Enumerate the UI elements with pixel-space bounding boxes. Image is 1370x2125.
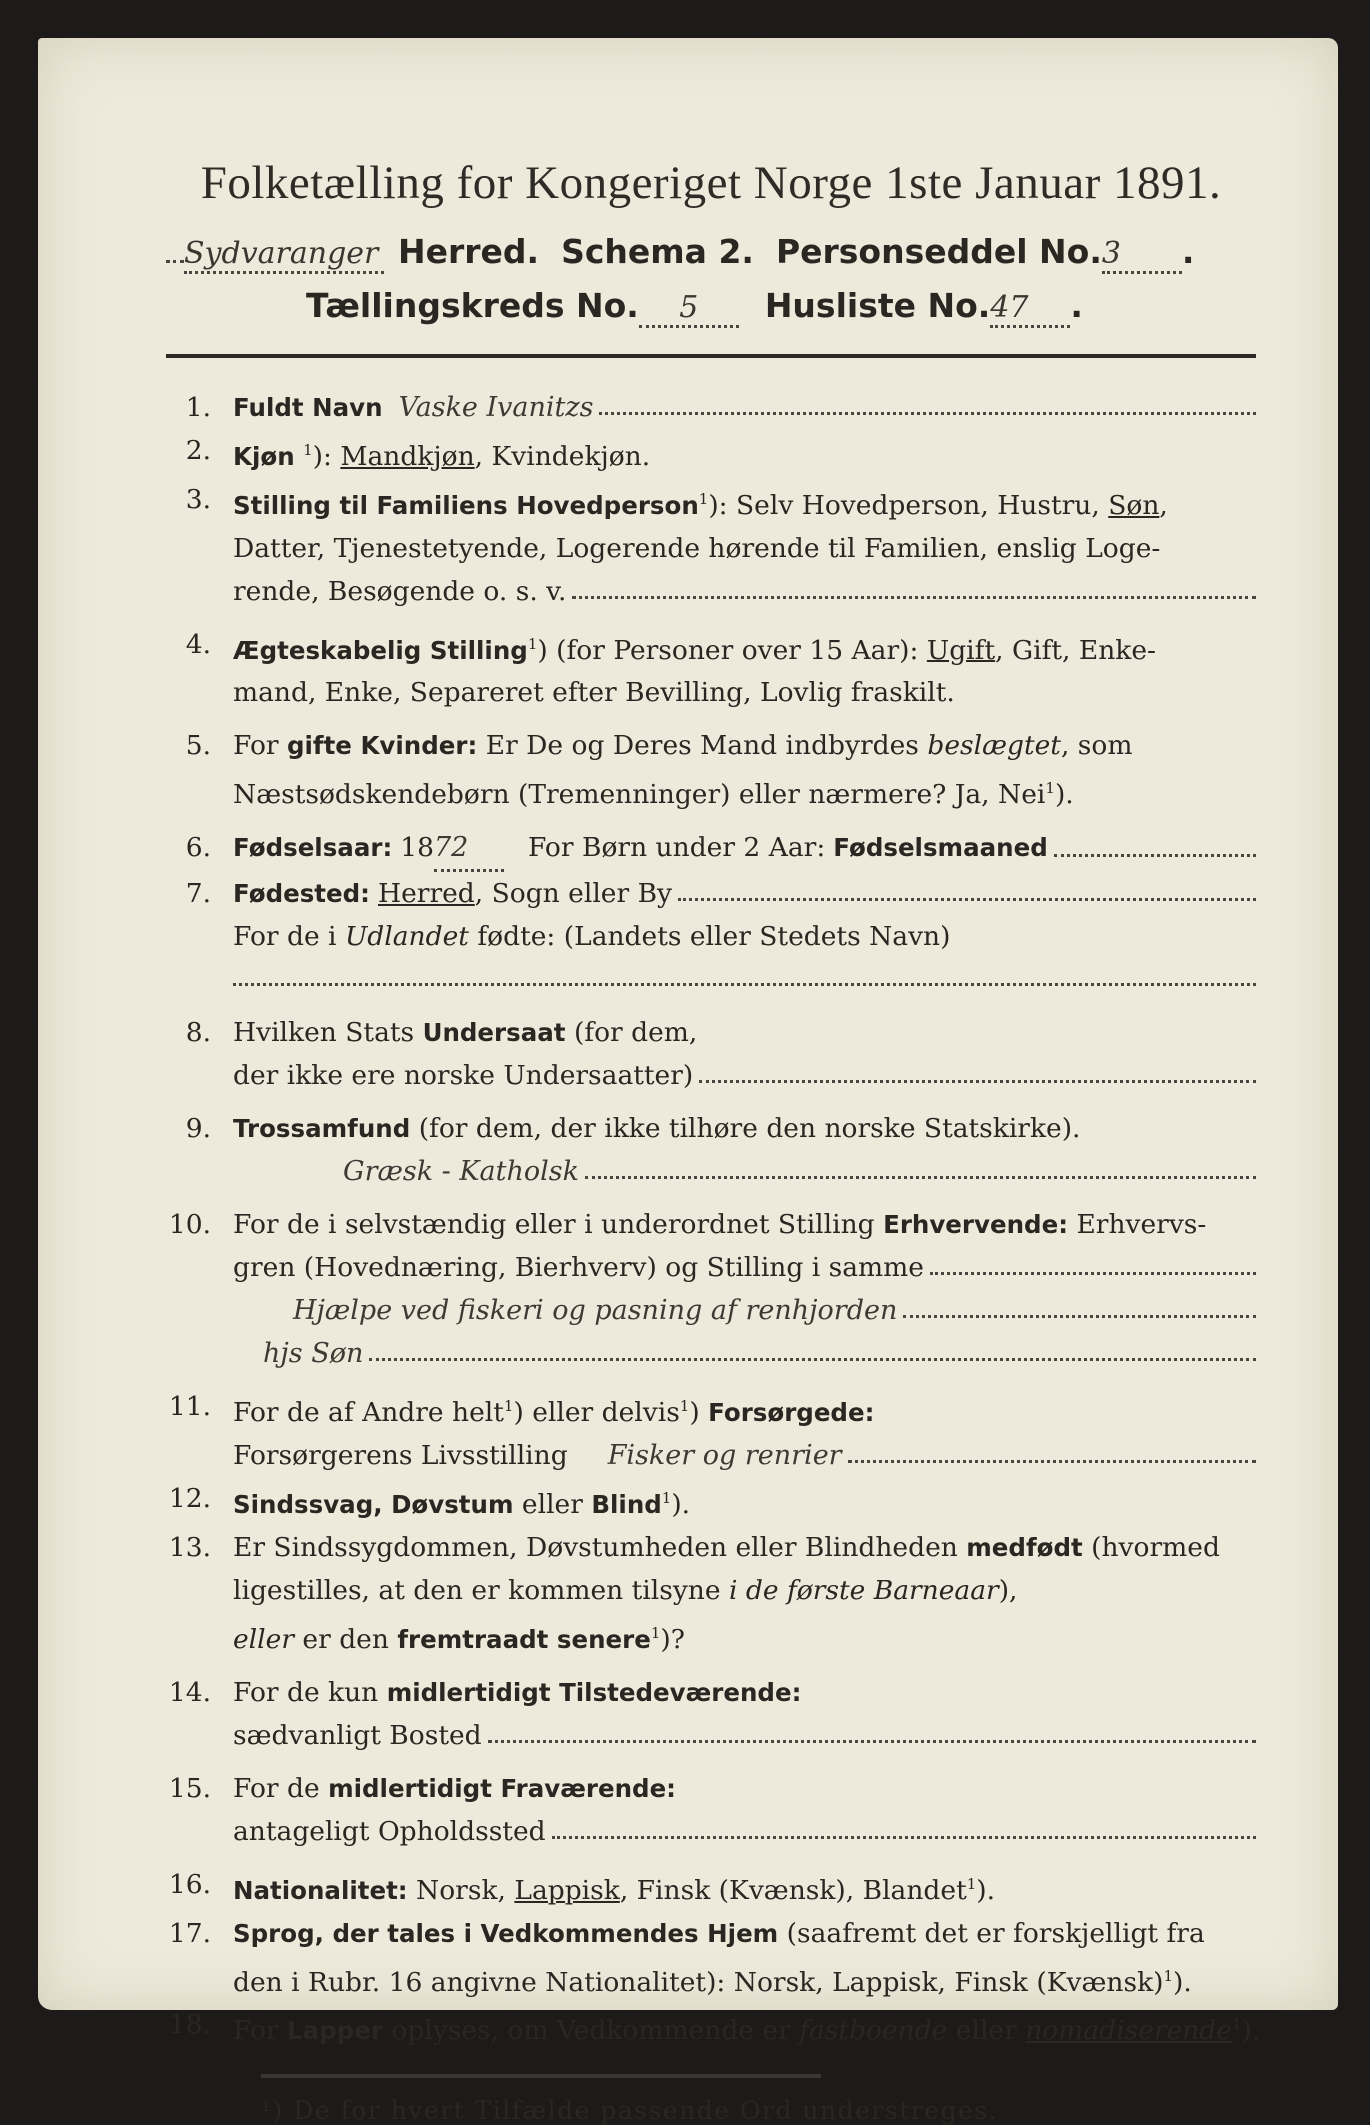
kreds-label: Tællingskreds No.	[306, 286, 639, 325]
header-rule	[166, 354, 1256, 358]
field-3: 3. Stilling til Familiens Hovedperson$^1$): Selv Hovedperson, Hustru, Søn,	[185, 483, 1168, 521]
footnote: ¹) De for hvert Tilfælde passende Ord understreges.	[261, 2096, 999, 2125]
field-11: 11. For de af Andre helt$^1$) eller delvis$^1$) Forsørgede:	[168, 1391, 875, 1429]
field-1-value: Vaske Ivanitzs	[398, 392, 594, 423]
field-1: 1. Fuldt Navn Vaske Ivanitzs	[166, 386, 1256, 429]
field-12-label: Sindssvag, Døvstum	[233, 1489, 514, 1519]
field-8: 8. Hvilken Stats Undersaat (for dem,	[185, 1017, 698, 1049]
field-3-label: Stilling til Familiens Hovedperson	[233, 490, 699, 520]
husliste-label: Husliste No.	[764, 286, 991, 325]
field-18: 18. For Lapper oplyses, om Vedkommende er fastboende eller nomadiserende$^1$).	[168, 2009, 1261, 2047]
herred-label: Herred.	[398, 232, 540, 271]
herred-value: Sydvaranger	[184, 236, 384, 274]
footnote-rule	[261, 2074, 821, 2078]
field-4: 4. Ægteskabelig Stilling$^1$) (for Personer over 15 Aar): Ugift, Gift, Enke-	[185, 628, 1156, 666]
personseddel-label: Personseddel No.	[775, 232, 1102, 271]
field-2: 2. Kjøn $^1$): Mandkjøn, Kvindekjøn.	[185, 435, 651, 472]
field-15: 15. For de midlertidigt Fraværende:	[168, 1772, 676, 1804]
form-title: Folketælling for Kongeriget Norge 1ste Januar 1891.	[200, 157, 1222, 209]
birth-year-value: 72	[434, 826, 504, 872]
field-18-label: Lapper	[287, 2016, 383, 2046]
field-14-label: midlertidigt Tilstedeværende:	[386, 1677, 802, 1707]
husliste-number: 47	[990, 290, 1070, 328]
field-11-value: Fisker og renrier	[607, 1440, 842, 1472]
field-15-label: midlertidigt Fraværende:	[328, 1773, 676, 1803]
field-5-label: gifte Kvinder:	[287, 731, 478, 761]
field-5: 5. For gifte Kvinder: Er De og Deres Mand indbyrdes beslægtet, som	[185, 730, 1133, 762]
field-2-label: Kjøn	[233, 441, 295, 471]
field-17-label: Sprog, der tales i Vedkommendes Hjem	[233, 1918, 779, 1948]
field-12: 12. Sindssvag, Døvstum eller Blind$^1$).	[168, 1483, 691, 1520]
schema-label: Schema 2.	[561, 232, 754, 271]
field-3-selected: Søn	[1108, 489, 1160, 521]
field-2-selected: Mandkjøn	[340, 440, 475, 472]
field-7: 7. Fødested: Herred , Sogn eller By	[166, 872, 1256, 915]
form-content: Folketælling for Kongeriget Norge 1ste Januar 1891. Sydvaranger Herred. Schema 2. Personseddel No. 3 . Tællingskreds No. 5 Husliste No. 47 . 1. Fuldt Navn Vaske Ivanitzs 2. Kjøn $^1$): Mandkjøn, Kvindekjøn. 3. Stilling til Familiens Hovedperson$^1$): Selv Hovedperson, Hustru, Søn, Datter, Tjenestetyende, Logerende hørende til Familien, enslig Loge- rende, Besøgende o. s. v. 4. Ægteskabelig Stilling$^1$) (for Personer over 15 Aar): Ugift, Gift, Enke- mand, Enke, Separeret efter Bevilling, Lovlig fraskilt. 5. For gifte Kvinder: Er De og Deres Mand indbyrdes beslægtet, som Næstsødskendebørn (Tremenninger) eller nærmere? Ja, Nei$^1$). 6. Fødselsaar: 18 72 For Børn under 2 Aar: Fødselsmaaned 7. Fødested: Herred , Sogn eller By For de i Udlandet fødte: (Landets eller Stedets Navn) 8. Hvilken Stats Undersaat (for dem, der ikke ere norske Undersaatter) 9. Trossamfund (for dem, der ikke tilhøre den norske Statskirke). Græsk - Katholsk 10. For de i selvstændig eller i underordnet Stilling Erhvervende: Erhvervs- gren (Hovednæring, Bierhverv) og Stilling i samme Hjælpe ved fiskeri og pasning af renhjorden hjs Søn 11. For de af Andre helt$^1$) eller delvis$^1$) Forsørgede: Forsørgerens Livsstilling Fisker og renrier 12. Sindssvag, Døvstum eller Blind$^1$). 13. Er Sindssygdommen, Døvstumheden eller Blindheden medfødt (hvormed ligestilles, at den er kommen tilsyne i de første Barneaar), eller er den fremtraadt senere$^1$)? 14. For de kun midlertidigt Tilstedeværende: sædvanligt Bosted 15. For de midlertidigt Fraværende: antageligt Opholdssted 16. Nationalitet: Norsk, Lappisk, Finsk (Kvænsk), Blandet$^1$). 17. Sprog, der tales i Vedkommendes Hjem (saafremt det er forskjelligt fra den i Rubr. 16 angivne Nationalitet): Norsk, Lappisk, Finsk (Kvænsk)$^1$). 18. For Lapper oplyses, om Vedkommende er fastboende eller nomadiserende$^1$). ¹) De for hvert Tilfælde passende Ord understreges.	[166, 156, 1256, 2125]
field-11-label: Forsørgede:	[708, 1398, 875, 1428]
field-13: 13. Er Sindssygdommen, Døvstumheden eller Blindheden medfødt (hvormed	[168, 1531, 1220, 1563]
field-9-value: Græsk - Katholsk	[343, 1156, 579, 1188]
field-16: 16. Nationalitet: Norsk, Lappisk, Finsk (Kvænsk), Blandet$^1$).	[168, 1868, 996, 1906]
kreds-number: 5	[639, 290, 739, 328]
census-form-sheet	[38, 38, 1338, 2125]
field-7-label: Fødested:	[233, 879, 370, 909]
field-13-label: medfødt	[966, 1532, 1083, 1562]
field-16-label: Nationalitet:	[233, 1875, 408, 1905]
field-8-label: Undersaat	[422, 1018, 566, 1048]
field-4-selected: Ugift	[926, 634, 996, 666]
field-7-selected: Herred	[377, 878, 475, 910]
field-10-label: Erhvervende:	[883, 1210, 1068, 1240]
field-1-label: Fuldt Navn	[233, 393, 383, 422]
field-18-selected: nomadiserende	[1025, 2015, 1232, 2047]
field-14: 14. For de kun midlertidigt Tilstedeværende:	[168, 1676, 802, 1708]
field-10: 10. For de i selvstændig eller i underordnet Stilling Erhvervende: Erhvervs-	[168, 1209, 1207, 1241]
header-line-1: Sydvaranger Herred. Schema 2. Personseddel No. 3 .	[166, 232, 1256, 274]
personseddel-number: 3	[1102, 236, 1182, 274]
field-6: 6. Fødselsaar: 18 72 For Børn under 2 Aar: Fødselsmaaned	[166, 826, 1256, 872]
field-4-label: Ægteskabelig Stilling	[233, 635, 528, 665]
header-line-2: Tællingskreds No. 5 Husliste No. 47 .	[306, 286, 1256, 328]
field-10-value-1: Hjælpe ved fiskeri og pasning af renhjorden	[293, 1295, 898, 1327]
field-9-label: Trossamfund	[233, 1114, 411, 1144]
field-9: 9. Trossamfund (for dem, der ikke tilhøre den norske Statskirke).	[185, 1113, 1081, 1145]
field-6-label: Fødselsaar:	[233, 833, 393, 863]
field-10-value-2: hjs Søn	[263, 1338, 364, 1370]
field-17: 17. Sprog, der tales i Vedkommendes Hjem (saafremt det er forskjelligt fra	[168, 1917, 1205, 1949]
field-16-selected: Lappisk	[514, 1874, 620, 1906]
